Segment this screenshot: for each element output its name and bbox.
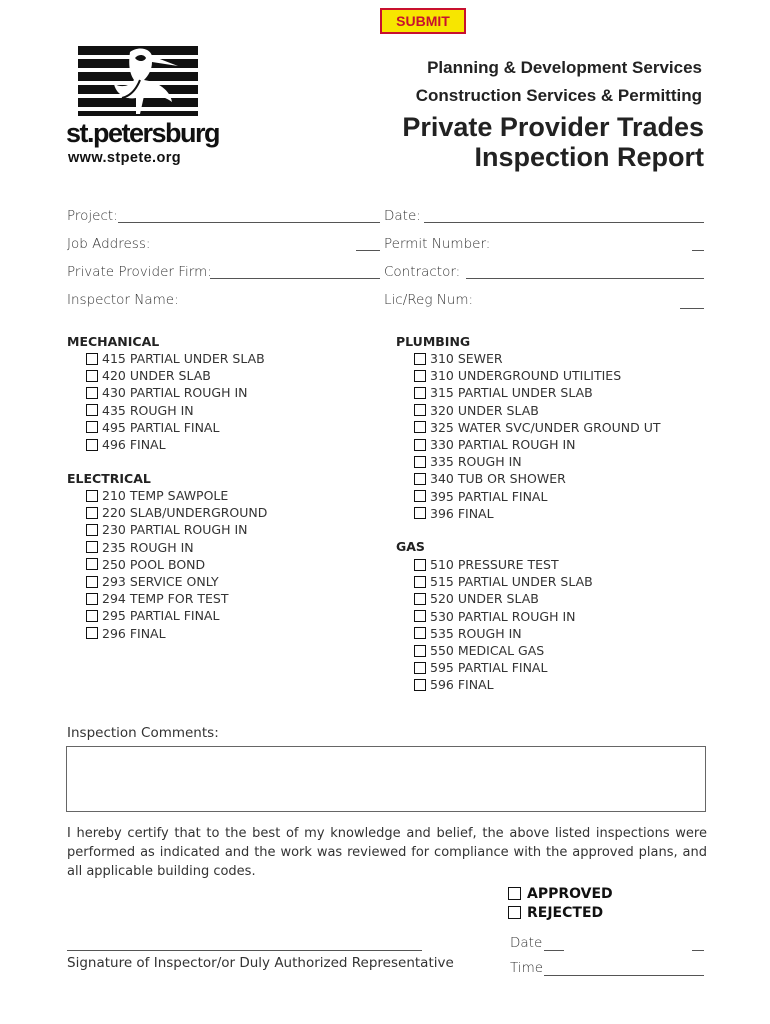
- plumbing-inspection-option[interactable]: [414, 402, 660, 419]
- mechanical-option-label: 420 UNDER SLAB: [102, 368, 211, 384]
- mechanical-checkbox[interactable]: [86, 370, 98, 382]
- electrical-inspection-option[interactable]: [86, 539, 267, 556]
- gas-option-label: 595 PARTIAL FINAL: [430, 660, 548, 676]
- gas-checkbox[interactable]: [414, 593, 426, 605]
- permit-number-label: Permit Number:: [384, 236, 491, 252]
- electrical-inspection-option[interactable]: [86, 625, 267, 642]
- plumbing-option-label: 310 SEWER: [430, 351, 503, 367]
- job-address-input[interactable]: [356, 250, 380, 251]
- plumbing-inspection-option[interactable]: [414, 367, 660, 384]
- gas-option-label: 550 MEDICAL GAS: [430, 643, 545, 659]
- gas-inspection-option[interactable]: [414, 608, 593, 625]
- electrical-checkbox[interactable]: [86, 507, 98, 519]
- plumbing-checkbox[interactable]: [414, 439, 426, 451]
- date-label: Date:: [384, 208, 421, 224]
- mechanical-option-label: 435 ROUGH IN: [102, 402, 194, 418]
- signature-date-input-end[interactable]: [692, 950, 704, 951]
- plumbing-inspection-option[interactable]: [414, 350, 660, 367]
- signature-label: Signature of Inspector/or Duly Authorized Representative: [67, 955, 454, 971]
- gas-inspection-option[interactable]: [414, 676, 593, 693]
- mechanical-inspection-option[interactable]: [86, 402, 265, 419]
- mechanical-inspection-option[interactable]: [86, 350, 265, 367]
- gas-option-label: 596 FINAL: [430, 677, 494, 693]
- approval-options: [508, 884, 613, 922]
- job-address-label: Job Address:: [67, 236, 151, 252]
- approved-label: APPROVED: [527, 885, 613, 902]
- signature-time-label: Time: [510, 960, 544, 976]
- contractor-label: Contractor:: [384, 264, 461, 280]
- plumbing-inspection-option[interactable]: [414, 453, 660, 470]
- signature-date-input[interactable]: [544, 950, 564, 951]
- plumbing-checkbox[interactable]: [414, 370, 426, 382]
- submit-button[interactable]: SUBMIT: [380, 8, 466, 34]
- plumbing-checkbox[interactable]: [414, 490, 426, 502]
- private-provider-firm-input[interactable]: [210, 278, 380, 279]
- signature-time-input[interactable]: [544, 975, 704, 976]
- gas-checkbox[interactable]: [414, 645, 426, 657]
- plumbing-inspection-option[interactable]: [414, 470, 660, 487]
- plumbing-option-label: 335 ROUGH IN: [430, 454, 522, 470]
- plumbing-checkbox[interactable]: [414, 353, 426, 365]
- electrical-checkbox[interactable]: [86, 576, 98, 588]
- electrical-option-label: 293 SERVICE ONLY: [102, 574, 219, 590]
- gas-option-label: 535 ROUGH IN: [430, 625, 522, 641]
- inspection-comments-input[interactable]: [66, 746, 706, 812]
- mechanical-option-label: 496 FINAL: [102, 437, 166, 453]
- approved-checkbox[interactable]: [508, 887, 521, 900]
- plumbing-option-label: 330 PARTIAL ROUGH IN: [430, 437, 576, 453]
- rejected-checkbox[interactable]: [508, 906, 521, 919]
- department-name: Planning & Development Services: [427, 58, 702, 77]
- city-logo: [66, 44, 220, 174]
- plumbing-inspection-option[interactable]: [414, 488, 660, 505]
- plumbing-option-label: 340 TUB OR SHOWER: [430, 471, 566, 487]
- gas-heading: GAS: [396, 539, 425, 554]
- gas-checkbox[interactable]: [414, 627, 426, 639]
- form-title-line2: Inspection Report: [474, 142, 704, 172]
- plumbing-option-label: 320 UNDER SLAB: [430, 402, 539, 418]
- private-provider-firm-label: Private Provider Firm:: [67, 264, 212, 280]
- electrical-inspection-option[interactable]: [86, 590, 267, 607]
- plumbing-checkbox[interactable]: [414, 473, 426, 485]
- plumbing-checkbox[interactable]: [414, 456, 426, 468]
- electrical-option-label: 296 FINAL: [102, 625, 166, 641]
- pelican-logo-icon: [78, 44, 198, 116]
- electrical-option-label: 295 PARTIAL FINAL: [102, 608, 220, 624]
- mechanical-checkbox[interactable]: [86, 404, 98, 416]
- rejected-label: REJECTED: [527, 904, 604, 921]
- electrical-inspection-option[interactable]: [86, 504, 267, 521]
- gas-inspection-option[interactable]: [414, 573, 593, 590]
- mechanical-inspection-option[interactable]: [86, 419, 265, 436]
- gas-checkbox[interactable]: [414, 679, 426, 691]
- gas-option-label: 515 PARTIAL UNDER SLAB: [430, 574, 593, 590]
- mechanical-checkbox[interactable]: [86, 353, 98, 365]
- electrical-checkbox[interactable]: [86, 490, 98, 502]
- plumbing-inspection-option[interactable]: [414, 419, 660, 436]
- gas-inspection-option[interactable]: [414, 625, 593, 642]
- logo-name: st.petersburg: [66, 118, 220, 148]
- electrical-list: [86, 487, 267, 642]
- mechanical-checkbox[interactable]: [86, 387, 98, 399]
- plumbing-checkbox[interactable]: [414, 421, 426, 433]
- gas-inspection-option[interactable]: [414, 659, 593, 676]
- mechanical-heading: MECHANICAL: [67, 334, 160, 349]
- electrical-option-label: 235 ROUGH IN: [102, 539, 194, 555]
- electrical-checkbox[interactable]: [86, 524, 98, 536]
- mechanical-checkbox[interactable]: [86, 439, 98, 451]
- date-input[interactable]: [424, 222, 704, 223]
- logo-url: www.stpete.org: [68, 150, 182, 166]
- plumbing-option-label: 315 PARTIAL UNDER SLAB: [430, 385, 593, 401]
- inspection-comments-label: Inspection Comments:: [67, 725, 219, 741]
- plumbing-inspection-option[interactable]: [414, 436, 660, 453]
- electrical-checkbox[interactable]: [86, 627, 98, 639]
- gas-checkbox[interactable]: [414, 662, 426, 674]
- plumbing-option-label: 396 FINAL: [430, 505, 494, 521]
- signature-date-label: Date: [510, 935, 543, 951]
- permit-number-input[interactable]: [692, 250, 704, 251]
- plumbing-list: [414, 350, 660, 522]
- rejected-option[interactable]: [508, 903, 613, 922]
- signature-input[interactable]: [67, 950, 422, 951]
- electrical-inspection-option[interactable]: [86, 573, 267, 590]
- plumbing-option-label: 395 PARTIAL FINAL: [430, 488, 548, 504]
- electrical-option-label: 230 PARTIAL ROUGH IN: [102, 522, 248, 538]
- electrical-heading: ELECTRICAL: [67, 471, 151, 486]
- electrical-option-label: 250 POOL BOND: [102, 556, 206, 572]
- electrical-option-label: 210 TEMP SAWPOLE: [102, 488, 229, 504]
- gas-inspection-option[interactable]: [414, 642, 593, 659]
- gas-inspection-option[interactable]: [414, 590, 593, 607]
- lic-reg-num-input[interactable]: [680, 308, 704, 309]
- mechanical-inspection-option[interactable]: [86, 384, 265, 401]
- electrical-checkbox[interactable]: [86, 541, 98, 553]
- project-input[interactable]: [118, 222, 380, 223]
- electrical-option-label: 220 SLAB/UNDERGROUND: [102, 505, 268, 521]
- form-title-line1: Private Provider Trades: [402, 112, 704, 142]
- electrical-option-label: 294 TEMP FOR TEST: [102, 591, 229, 607]
- electrical-inspection-option[interactable]: [86, 607, 267, 624]
- mechanical-option-label: 415 PARTIAL UNDER SLAB: [102, 351, 265, 367]
- project-label: Project:: [67, 208, 118, 224]
- plumbing-option-label: 310 UNDERGROUND UTILITIES: [430, 368, 622, 384]
- plumbing-inspection-option[interactable]: [414, 384, 660, 401]
- electrical-inspection-option[interactable]: [86, 487, 267, 504]
- electrical-inspection-option[interactable]: [86, 556, 267, 573]
- electrical-inspection-option[interactable]: [86, 521, 267, 538]
- inspector-name-label: Inspector Name:: [67, 292, 179, 308]
- lic-reg-num-label: Lic/Reg Num:: [384, 292, 474, 308]
- gas-checkbox[interactable]: [414, 610, 426, 622]
- plumbing-checkbox[interactable]: [414, 387, 426, 399]
- plumbing-option-label: 325 WATER SVC/UNDER GROUND UT: [430, 419, 661, 435]
- gas-checkbox[interactable]: [414, 576, 426, 588]
- gas-inspection-option[interactable]: [414, 556, 593, 573]
- mechanical-inspection-option[interactable]: [86, 436, 265, 453]
- plumbing-inspection-option[interactable]: [414, 505, 660, 522]
- gas-option-label: 510 PRESSURE TEST: [430, 557, 559, 573]
- certification-text: I hereby certify that to the best of my knowledge and belief, the above listed inspections were performed as indicated and the work was reviewed for compliance with the approved plans, and all applicable building codes.: [67, 826, 707, 879]
- contractor-input[interactable]: [466, 278, 704, 279]
- mechanical-checkbox[interactable]: [86, 421, 98, 433]
- gas-checkbox[interactable]: [414, 559, 426, 571]
- plumbing-heading: PLUMBING: [396, 334, 471, 349]
- gas-list: [414, 556, 593, 694]
- plumbing-checkbox[interactable]: [414, 507, 426, 519]
- mechanical-inspection-option[interactable]: [86, 367, 265, 384]
- mechanical-list: [86, 350, 265, 453]
- plumbing-checkbox[interactable]: [414, 404, 426, 416]
- electrical-checkbox[interactable]: [86, 610, 98, 622]
- mechanical-option-label: 495 PARTIAL FINAL: [102, 419, 220, 435]
- electrical-checkbox[interactable]: [86, 558, 98, 570]
- electrical-checkbox[interactable]: [86, 593, 98, 605]
- approved-option[interactable]: [508, 884, 613, 903]
- mechanical-option-label: 430 PARTIAL ROUGH IN: [102, 385, 248, 401]
- gas-option-label: 520 UNDER SLAB: [430, 591, 539, 607]
- division-name: Construction Services & Permitting: [415, 86, 702, 105]
- gas-option-label: 530 PARTIAL ROUGH IN: [430, 608, 576, 624]
